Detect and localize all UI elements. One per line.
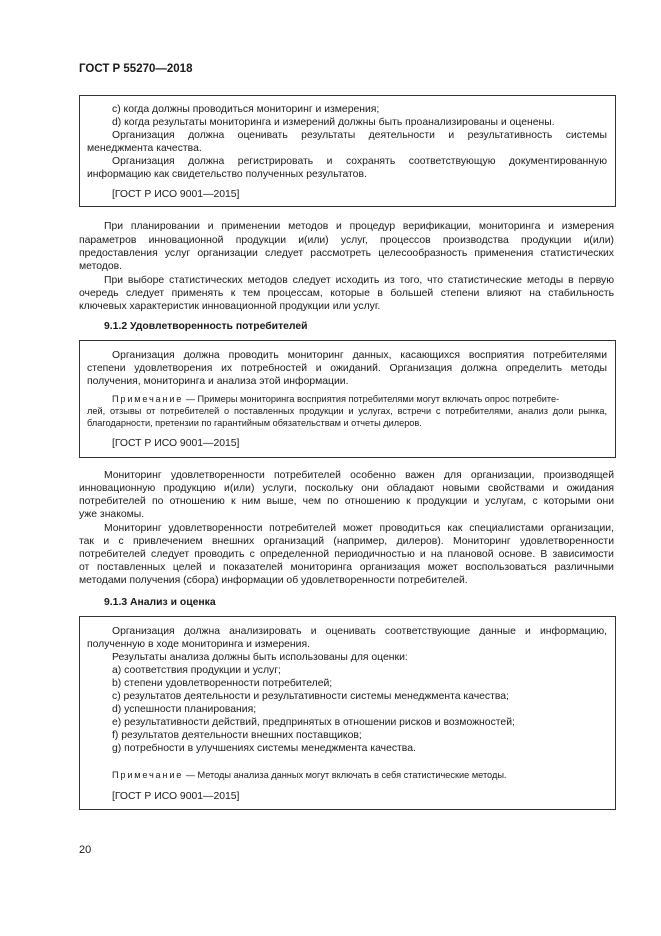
box1-paragraph-1-cont: менеджмента качества. (87, 143, 202, 154)
paragraph-4-line-4: от поставленных целей и показателей мониторинга организация может воспользоваться различными (79, 562, 614, 573)
list-item-g: g) потребности в улучшениях системы менеджмента качества. (112, 743, 416, 754)
list-item-a: a) соответствия продукции и услуг; (112, 665, 281, 676)
paragraph-3-line-4: уже знакомы. (79, 509, 145, 520)
paragraph-4-line-5: методами получения (сбора) информации об удовлетворенности потребителей. (79, 575, 468, 586)
box3-note (112, 769, 506, 782)
box2-reference: [ГОСТ Р ИСО 9001—2015] (112, 438, 240, 449)
note-label: Примечание (112, 394, 184, 404)
box1-paragraph-1: Организация должна оценивать результаты деятельности и результативность системы (112, 130, 607, 141)
document-header: ГОСТ Р 55270—2018 (79, 63, 193, 75)
list-item-d: d) когда результаты мониторинга и измерений должны быть проанализированы и оценены. (112, 117, 555, 128)
list-item-f: f) результатов деятельности внешних поставщиков; (112, 730, 362, 741)
paragraph-3-line-1: Мониторинг удовлетворенности потребителей особенно важен для организации, производящей (104, 470, 614, 481)
paragraph-1-line-3: предоставления услуг организации следует рассмотреть целесообразность применения статистических (79, 248, 614, 259)
box3-intro: Результаты анализа должны быть использованы для оценки: (112, 652, 408, 663)
section-heading-9-1-3: 9.1.3 Анализ и оценка (104, 597, 216, 608)
box2-paragraph-cont-2: получения, мониторинга и анализа этой информации. (87, 376, 349, 387)
list-item-c: c) результатов деятельности и результативности системы менеджмента качества; (112, 691, 509, 702)
box2-note-line-3: благодарности, претензии по гарантийным обязательствам и отчеты дилеров. (87, 418, 422, 428)
paragraph-4-line-3: потребителей следует проводить с определенной периодичностью и на плановой основе. В зависимости (79, 549, 614, 560)
paragraph-1-line-4: методов. (79, 261, 123, 272)
paragraph-4-line-2: так и с привлечением внешних организаций (например, дилеров). Мониторинг удовлетворенности (79, 536, 614, 547)
paragraph-2-line-3: ключевых характеристик инновационной продукции или услуг. (79, 301, 381, 312)
paragraph-1-line-2: параметров инновационной продукции и(или) услуг, процессов производства продукции и(или) (79, 235, 614, 246)
paragraph-4-line-1: Мониторинг удовлетворенности потребителей может проводиться как специалистами организации, (104, 523, 614, 534)
box2-paragraph: Организация должна проводить мониторинг данных, касающихся восприятия потребителями (112, 350, 607, 361)
list-item-e: e) результативности действий, предпринятых в отношении рисков и возможностей; (112, 717, 515, 728)
section-heading-9-1-2: 9.1.2 Удовлетворенность потребителей (104, 321, 308, 332)
list-item-d: d) успешности планирования; (112, 704, 257, 715)
box1-reference: [ГОСТ Р ИСО 9001—2015] (112, 189, 240, 200)
box3-paragraph: Организация должна анализировать и оценивать соответствующие данные и информацию, (112, 626, 607, 637)
box3-reference: [ГОСТ Р ИСО 9001—2015] (112, 791, 240, 802)
box2-paragraph-cont-1: степени удовлетворения их потребностей и ожиданий. Организация должна определить методы (87, 363, 607, 374)
note-text: — Примеры мониторинга восприятия потребителями могут включать опрос потребите- (183, 394, 560, 404)
paragraph-2-line-2: очередь следует применять к тем процессам, которые в большей степени влияют на стабильность (79, 288, 614, 299)
note-label: Примечание (112, 770, 184, 780)
box2-note-line-2: лей, отзывы от потребителей о поставленных продукции и услугах, встречи с потребителями, анализ доли рынка, (87, 406, 607, 416)
box1-paragraph-2-cont: информацию как свидетельство полученных результатов. (87, 169, 367, 180)
paragraph-1-line-1: При планировании и применении методов и процедур верификации, мониторинга и измерения (104, 221, 614, 232)
paragraph-3-line-3: потребителей по отношению к ним выше, чем по отношению к продукции и услугам, с которыми они (79, 496, 614, 507)
box1-paragraph-2: Организация должна регистрировать и сохранять соответствующую документированную (112, 156, 607, 167)
paragraph-3-line-2: инновационную продукцию и(или) услуги, поскольку они обладают новыми свойствами и ожидания (79, 483, 614, 494)
note-text: — Методы анализа данных могут включать в себя статистические методы. (183, 770, 507, 780)
list-item-b: b) степени удовлетворенности потребителей; (112, 678, 333, 689)
list-item-c: c) когда должны проводиться мониторинг и измерения; (112, 104, 380, 115)
paragraph-2-line-1: При выборе статистических методов следует исходить из того, что статистические методы в первую (104, 275, 614, 286)
page-number: 20 (79, 844, 92, 856)
box3-paragraph-cont: полученную в ходе мониторинга и измерения. (87, 639, 310, 650)
